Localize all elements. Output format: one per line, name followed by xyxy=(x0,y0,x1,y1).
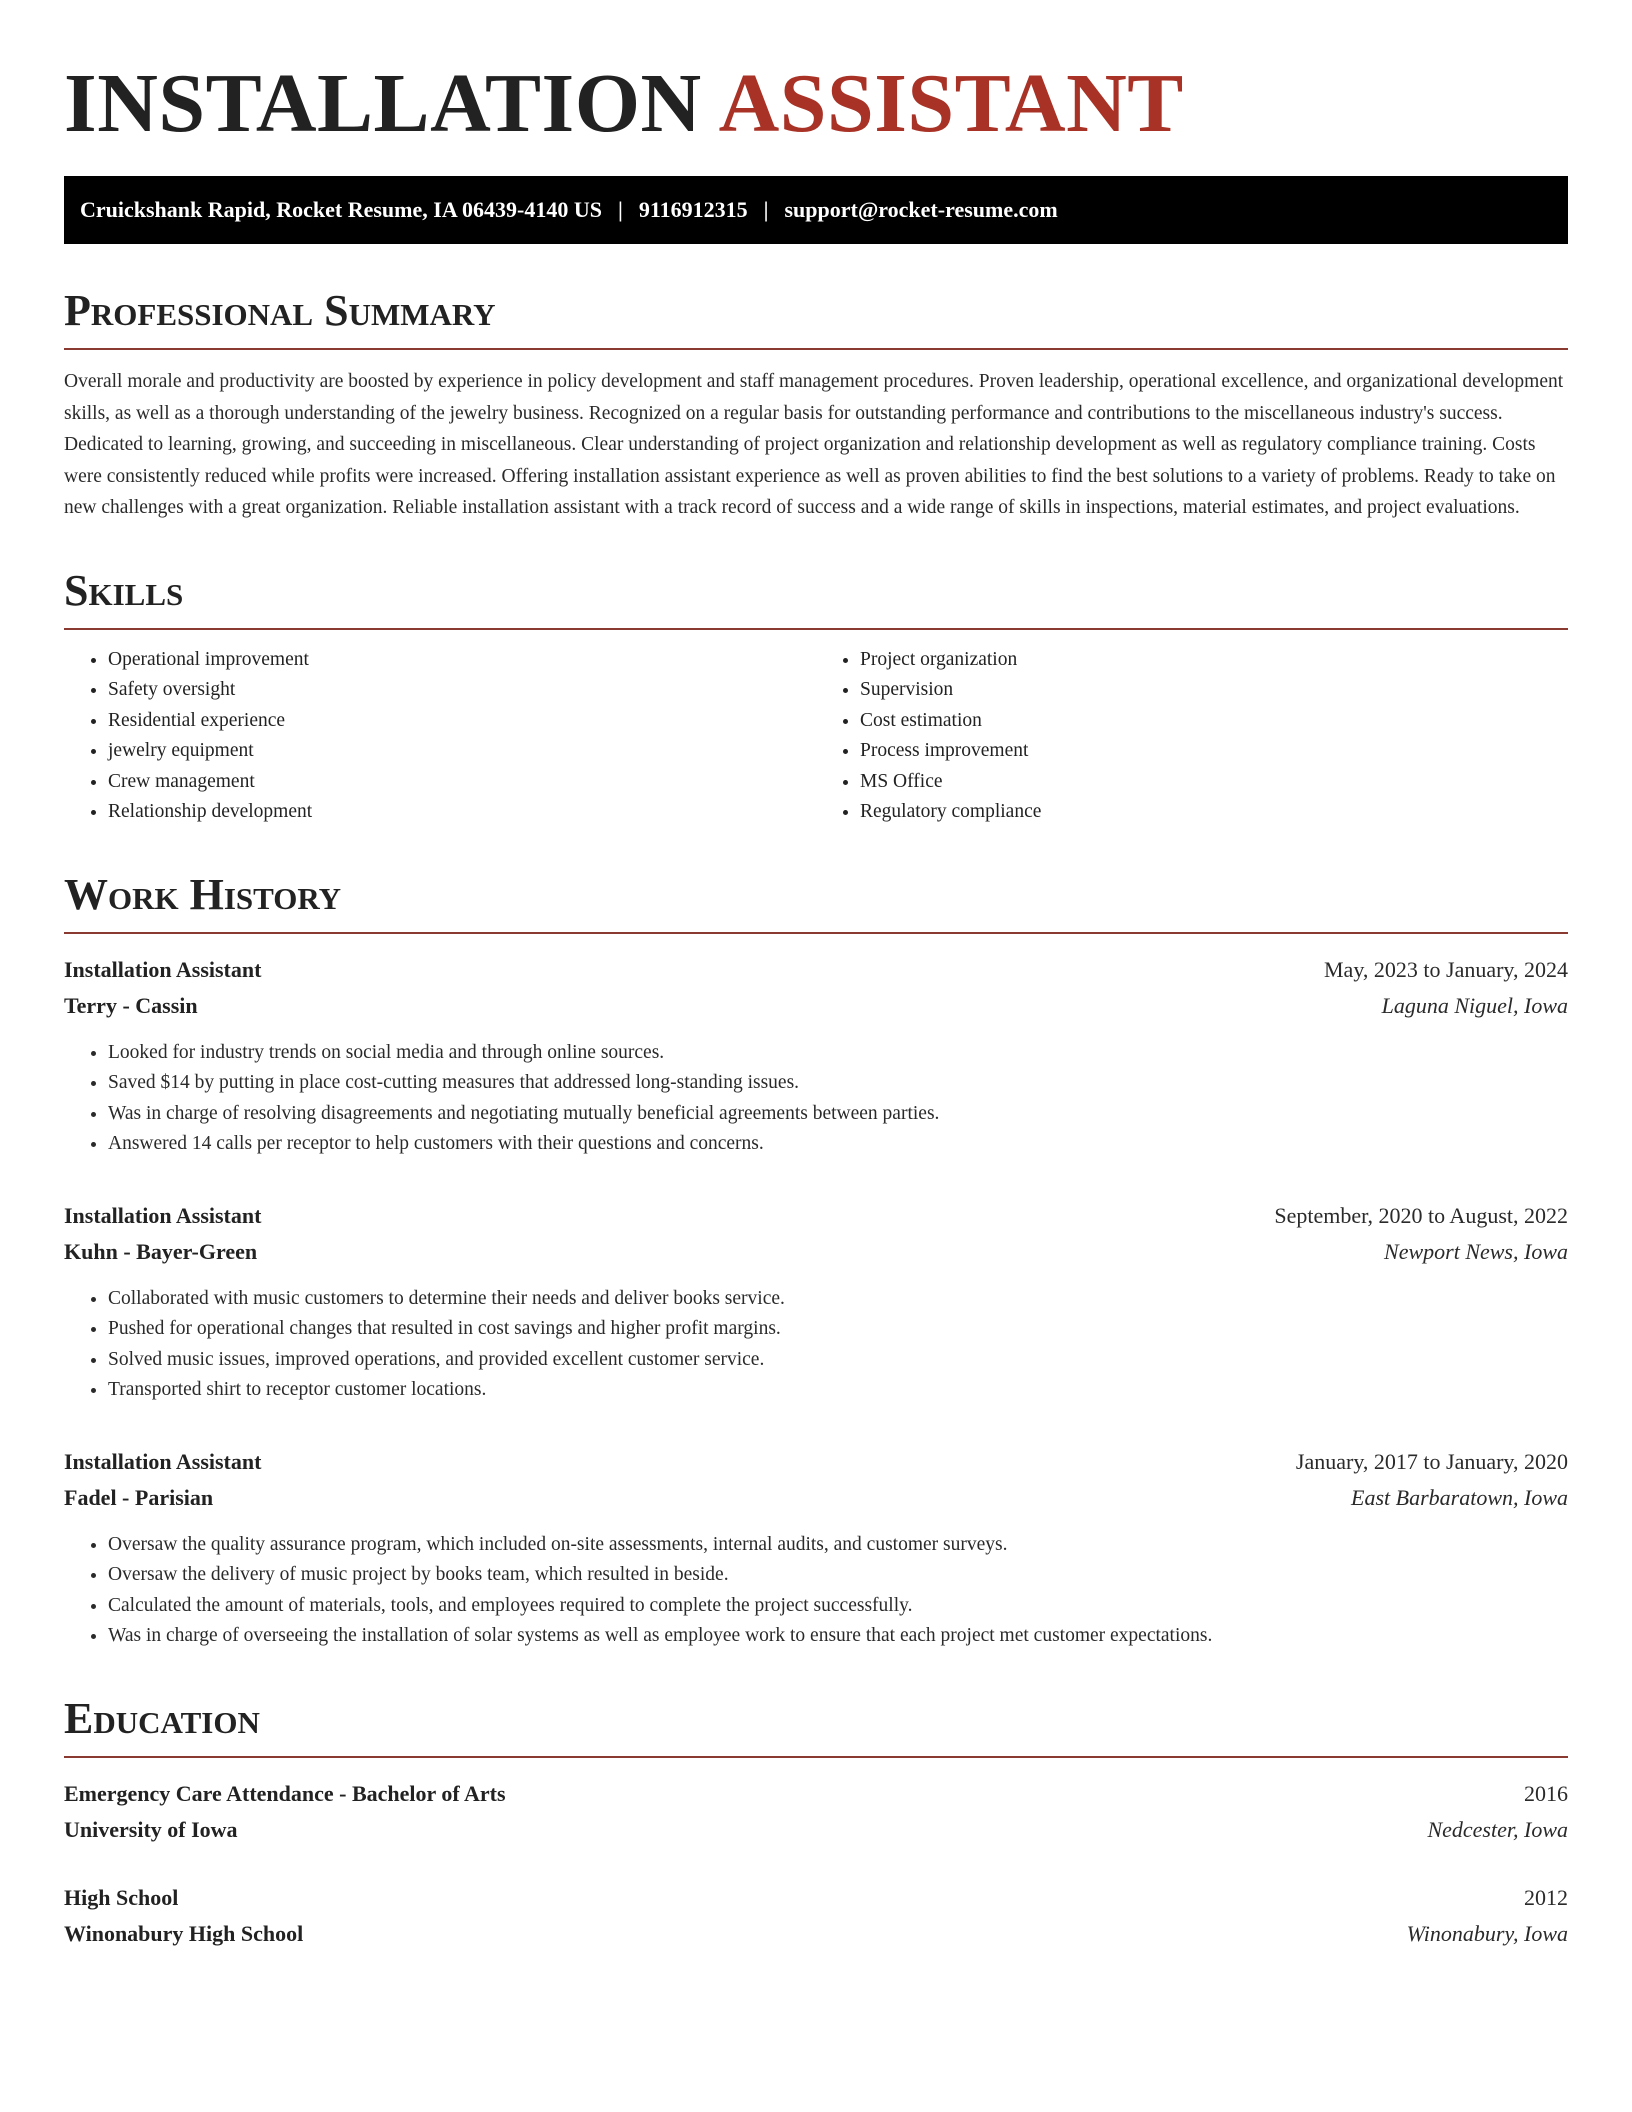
skills-list-left xyxy=(64,645,816,828)
contact-email: support@rocket-resume.com xyxy=(784,197,1058,222)
job-bullet: • Was in charge of overseeing the installation of solar systems as well as employee work to ensure that each project met customer expectations. xyxy=(108,1621,1568,1652)
education-location: Winonabury, Iowa xyxy=(1406,1920,1568,1946)
education-school-row xyxy=(64,1812,1568,1848)
section-title-skills: Skills xyxy=(64,566,1568,630)
job-entry xyxy=(64,1444,1568,1652)
skill-item: • MS Office xyxy=(860,767,1568,798)
education-section xyxy=(64,1694,1568,1952)
job-company: Terry - Cassin xyxy=(64,992,198,1018)
job-dates: January, 2017 to January, 2020 xyxy=(1295,1448,1568,1474)
job-header-row xyxy=(64,952,1568,988)
job-bullet: • Solved music issues, improved operations, and provided excellent customer service. xyxy=(108,1345,1568,1376)
job-entry xyxy=(64,952,1568,1160)
job-dates: May, 2023 to January, 2024 xyxy=(1324,956,1568,982)
skills-list-right xyxy=(816,645,1568,828)
skill-item: • Residential experience xyxy=(108,706,816,737)
skills-grid xyxy=(64,645,1568,828)
skill-item: • jewelry equipment xyxy=(108,736,816,767)
contact-separator: | xyxy=(617,197,623,222)
skills-section xyxy=(64,566,1568,828)
job-bullet: • Oversaw the quality assurance program, which included on-site assessments, internal audits, and customer surveys. xyxy=(108,1530,1568,1561)
job-bullet: • Was in charge of resolving disagreements and negotiating mutually beneficial agreements between parties. xyxy=(108,1099,1568,1130)
job-bullet: • Collaborated with music customers to determine their needs and deliver books service. xyxy=(108,1284,1568,1315)
job-bullet: • Calculated the amount of materials, tools, and employees required to complete the project successfully. xyxy=(108,1591,1568,1622)
education-degree: Emergency Care Attendance - Bachelor of Arts xyxy=(64,1780,506,1806)
job-bullet: • Saved $14 by putting in place cost-cutting measures that addressed long-standing issues. xyxy=(108,1068,1568,1099)
job-location: Newport News, Iowa xyxy=(1384,1238,1568,1264)
education-school-row xyxy=(64,1916,1568,1952)
skill-item: • Safety oversight xyxy=(108,675,816,706)
job-bullet: • Answered 14 calls per receptor to help customers with their questions and concerns. xyxy=(108,1129,1568,1160)
name-first: INSTALLATION xyxy=(64,57,702,150)
section-title-education: Education xyxy=(64,1694,1568,1758)
job-header-row xyxy=(64,1444,1568,1480)
job-entry xyxy=(64,1198,1568,1406)
summary-section xyxy=(64,286,1568,524)
work-history-section xyxy=(64,870,1568,1652)
job-bullet: • Looked for industry trends on social media and through online sources. xyxy=(108,1038,1568,1069)
education-degree: High School xyxy=(64,1884,179,1910)
job-bullet: • Pushed for operational changes that resulted in cost savings and higher profit margins. xyxy=(108,1314,1568,1345)
job-role: Installation Assistant xyxy=(64,1448,262,1474)
job-role: Installation Assistant xyxy=(64,956,262,982)
job-dates: September, 2020 to August, 2022 xyxy=(1274,1202,1568,1228)
job-bullets xyxy=(64,1530,1568,1652)
job-location: East Barbaratown, Iowa xyxy=(1351,1484,1568,1510)
education-year: 2016 xyxy=(1524,1780,1568,1806)
education-entry xyxy=(64,1880,1568,1952)
job-company: Kuhn - Bayer-Green xyxy=(64,1238,258,1264)
summary-text: Overall morale and productivity are boosted by experience in policy development and staff management procedures. Proven leadership, operational excellence, and organizational development skills, as well as a thorough understanding of the jewelry business. Recognized on a regular basis for outstanding performance and contributions to the miscellaneous industry's success. Dedicated to learning, growing, and succeeding in miscellaneous. Clear understanding of project organization and relationship development as well as regulatory compliance training. Costs were consistently reduced while profits were increased. Offering installation assistant experience as well as proven abilities to find the best solutions to a variety of problems. Ready to take on new challenges with a great organization. Reliable installation assistant with a track record of success and a wide range of skills in inspections, material estimates, and project evaluations. xyxy=(64,371,1564,518)
education-location: Nedcester, Iowa xyxy=(1427,1816,1568,1842)
skill-item: • Relationship development xyxy=(108,797,816,828)
skill-item: • Supervision xyxy=(860,675,1568,706)
job-bullet: • Transported shirt to receptor customer locations. xyxy=(108,1375,1568,1406)
skill-item: • Crew management xyxy=(108,767,816,798)
skill-item: • Project organization xyxy=(860,645,1568,676)
job-company: Fadel - Parisian xyxy=(64,1484,214,1510)
skill-item: • Operational improvement xyxy=(108,645,816,676)
contact-separator: | xyxy=(763,197,769,222)
education-degree-row xyxy=(64,1776,1568,1812)
section-title-summary: Professional Summary xyxy=(64,286,1568,350)
education-school: Winonabury High School xyxy=(64,1920,304,1946)
skill-item: • Cost estimation xyxy=(860,706,1568,737)
education-entry xyxy=(64,1776,1568,1848)
section-title-work-history: Work History xyxy=(64,870,1568,934)
job-role: Installation Assistant xyxy=(64,1202,262,1228)
resume-name-title xyxy=(64,56,1568,152)
job-header-row xyxy=(64,1198,1568,1234)
education-year: 2012 xyxy=(1524,1884,1568,1910)
job-company-row xyxy=(64,1234,1568,1270)
education-degree-row xyxy=(64,1880,1568,1916)
skill-item: • Process improvement xyxy=(860,736,1568,767)
job-bullet: • Oversaw the delivery of music project by books team, which resulted in beside. xyxy=(108,1560,1568,1591)
education-school: University of Iowa xyxy=(64,1816,238,1842)
job-bullets xyxy=(64,1284,1568,1406)
contact-phone: 9116912315 xyxy=(638,197,748,222)
job-location: Laguna Niguel, Iowa xyxy=(1381,992,1568,1018)
job-company-row xyxy=(64,1480,1568,1516)
contact-address: Cruickshank Rapid, Rocket Resume, IA 06439-4140 US xyxy=(80,197,602,222)
job-bullets xyxy=(64,1038,1568,1160)
skill-item: • Regulatory compliance xyxy=(860,797,1568,828)
job-company-row xyxy=(64,988,1568,1024)
name-second: ASSISTANT xyxy=(718,57,1184,150)
contact-bar xyxy=(64,176,1568,244)
